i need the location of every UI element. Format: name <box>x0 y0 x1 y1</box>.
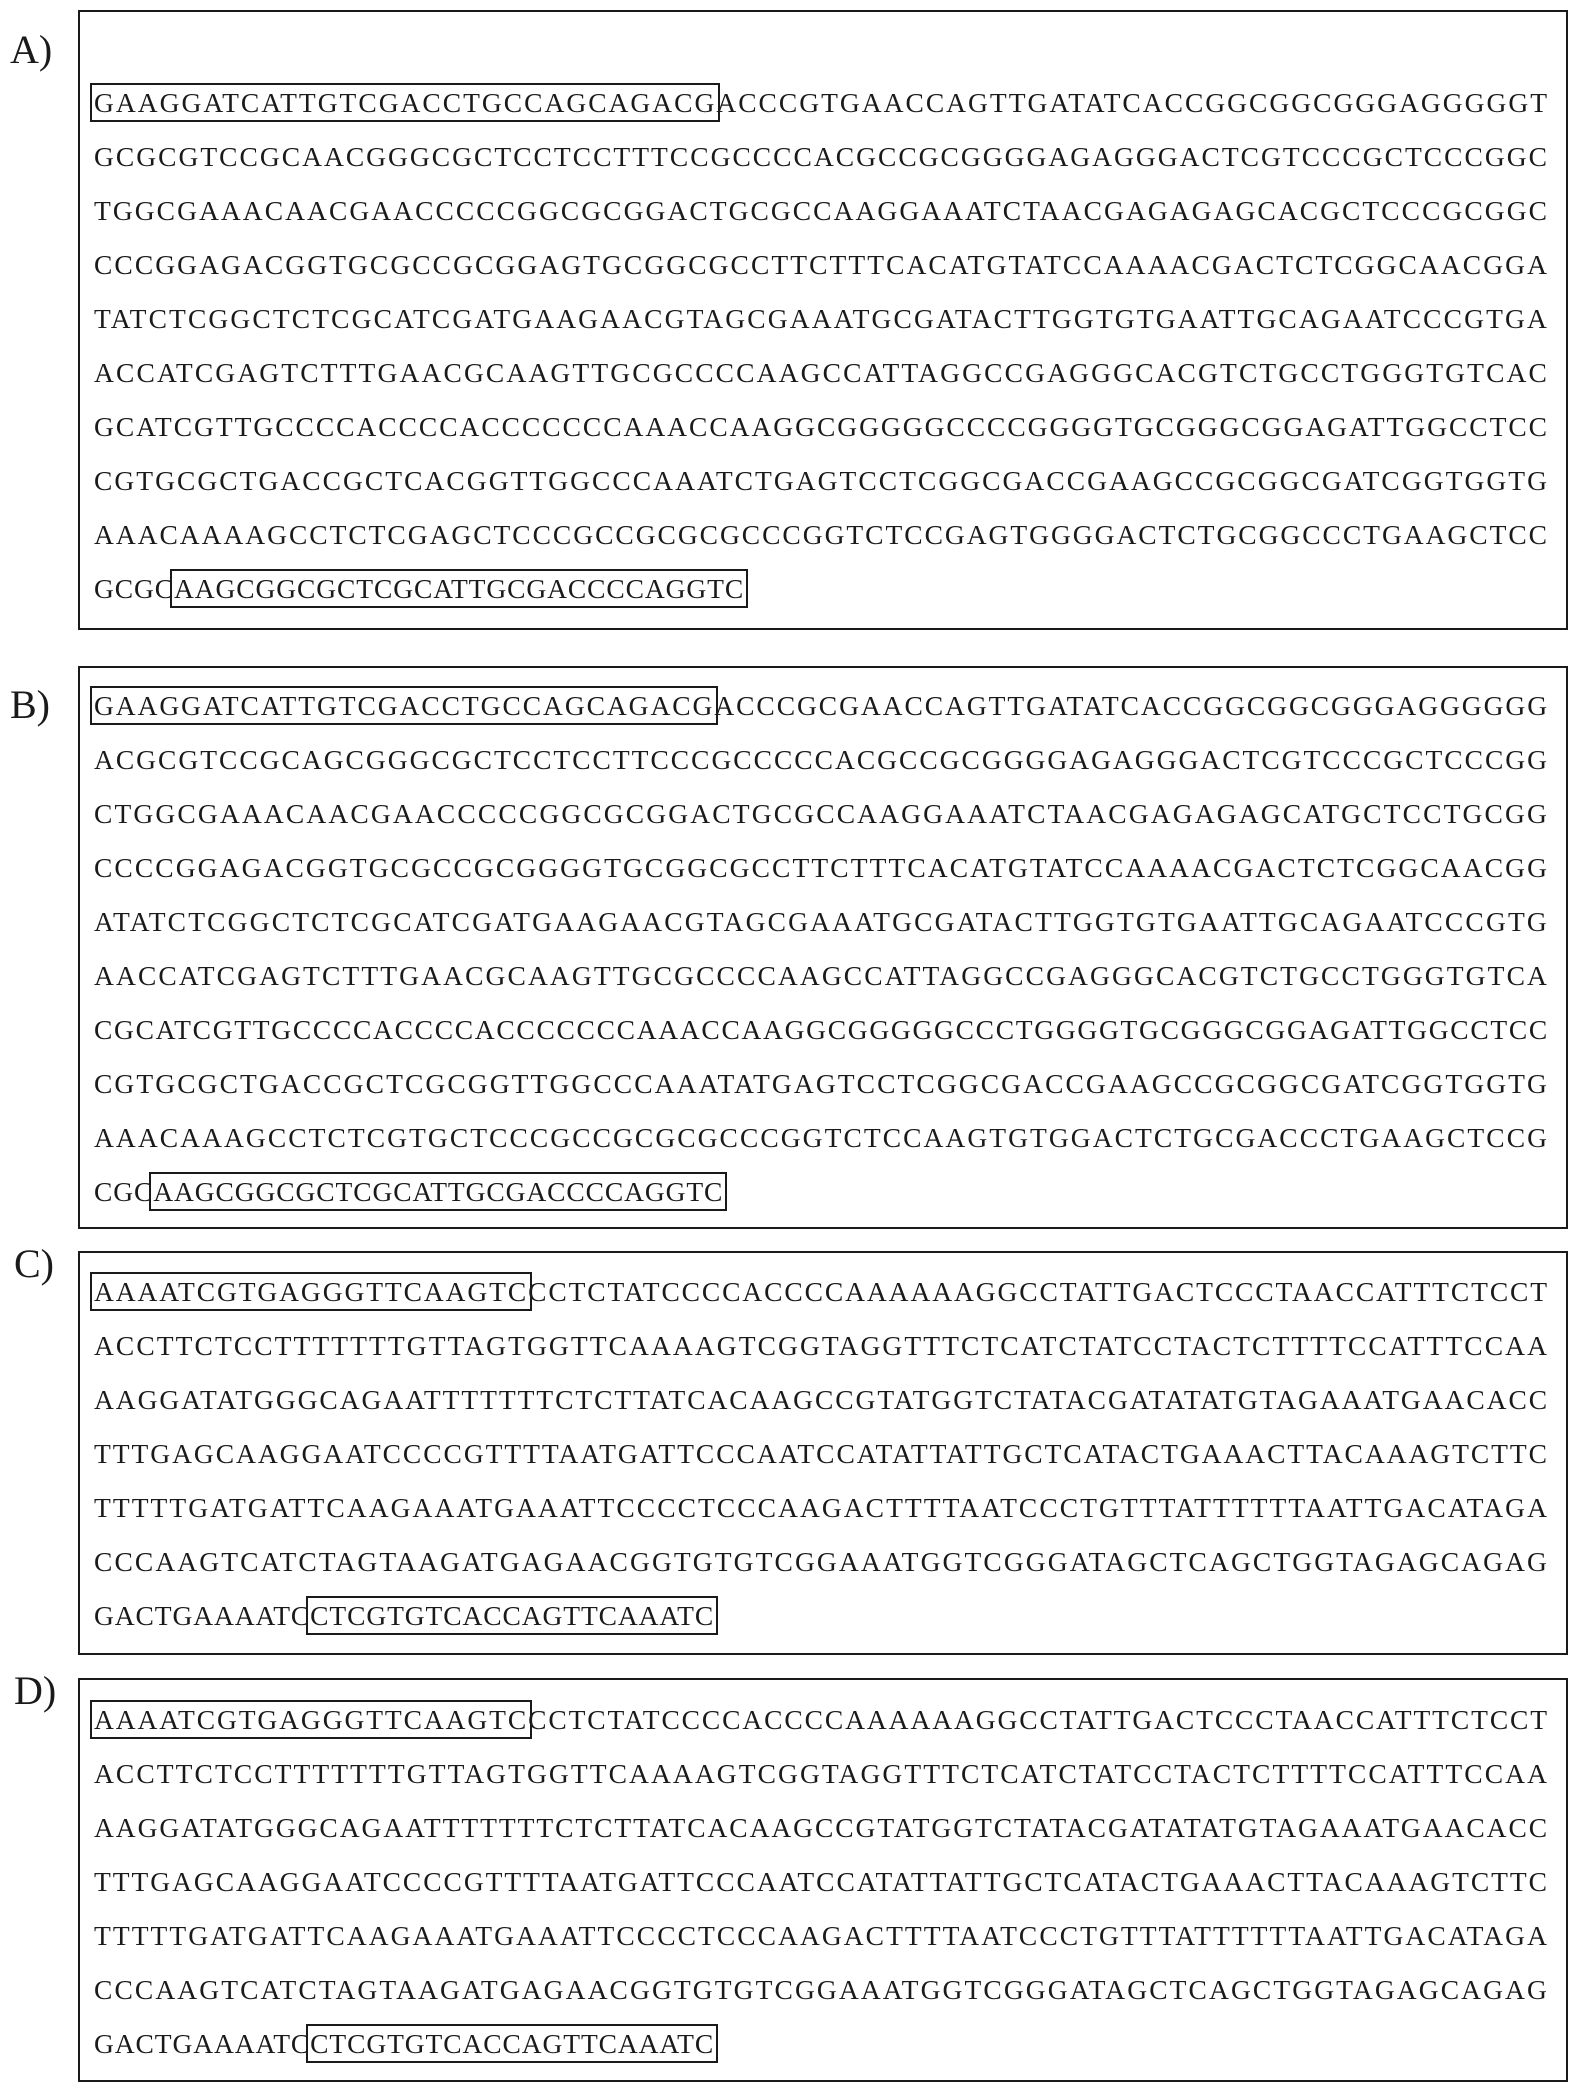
sequence-line <box>94 1382 1549 1418</box>
sequence-segment: TATCTCGGCTCTCGCATCGATGAAGAACGTAGCGAAATGCGATACTTGGTGTGAATTGCAGAATCCCGTGA <box>94 303 1549 334</box>
sequence-line <box>94 517 1549 553</box>
sequence-segment: AACCATCGAGTCTTTGAACGCAAGTTGCGCCCCAAGCCATTAGGCCGAGGGCACGTCTGCCTGGGTGTCA <box>94 960 1549 991</box>
sequence-line <box>94 688 1549 724</box>
primer-box: AAAATCGTGAGGGTTCAAGTC <box>94 1704 529 1735</box>
sequence-segment: AAGGATATGGGCAGAATTTTTTTCTCTTATCACAAGCCGTATGGTCTATACGATATATGTAGAAATGAACACC <box>94 1384 1550 1415</box>
sequence-segment: TGGCGAAACAACGAACCCCCGGCGCGGACTGCGCCAAGGAAATCTAACGAGAGAGCACGCTCCCGCGGC <box>94 195 1549 226</box>
sequence-segment: CGC <box>94 1176 154 1207</box>
sequence-segment: CCCCGGAGACGGTGCGCCGCGGGGTGCGGCGCCTTCTTTCACATGTATCCAAAACGACTCTCGGCAACGG <box>94 852 1550 883</box>
sequence-segment: CGTGCGCTGACCGCTCGCGGTTGGCCCAAATATGAGTCCTCGGCGACCGAAGCCGCGGCGATCGGTGGTG <box>94 1068 1550 1099</box>
sequence-line <box>94 958 1549 994</box>
sequence-line <box>94 850 1549 886</box>
primer-box: AAAATCGTGAGGGTTCAAGTC <box>94 1276 529 1307</box>
sequence-line <box>94 355 1549 391</box>
sequence-line <box>94 796 1549 832</box>
panel-label-b: B) <box>10 682 50 727</box>
sequence-line <box>94 1810 1549 1846</box>
sequence-line <box>94 571 744 607</box>
sequence-segment: CCCGGAGACGGTGCGCCGCGGAGTGCGGCGCCTTCTTTCACATGTATCCAAAACGACTCTCGGCAACGGA <box>94 249 1549 280</box>
sequence-segment: GCGCGTCCGCAACGGGCGCTCCTCCTTTCCGCCCCACGCCGCGGGGAGAGGGACTCGTCCCGCTCCCGGC <box>94 141 1549 172</box>
sequence-segment: CTGGCGAAACAACGAACCCCCGGCGCGGACTGCGCCAAGGAAATCTAACGAGAGAGCATGCTCCTGCGG <box>94 798 1550 829</box>
sequence-line <box>94 742 1549 778</box>
sequence-segment: ACCTTCTCCTTTTTTTGTTAGTGGTTCAAAAGTCGGTAGGTTTCTCATCTATCCTACTCTTTTCCATTTCCAA <box>94 1330 1550 1361</box>
sequence-line <box>94 1918 1549 1954</box>
primer-box: GAAGGATCATTGTCGACCTGCCAGCAGACG <box>94 690 715 721</box>
sequence-segment: ATATCTCGGCTCTCGCATCGATGAAGAACGTAGCGAAATGCGATACTTGGTGTGAATTGCAGAATCCCGTG <box>94 906 1549 937</box>
sequence-line <box>94 1328 1549 1364</box>
sequence-segment: AAACAAAGCCTCTCGTGCTCCCGCCGCGCGCCCGGTCTCCAAGTGTGGACTCTGCGACCCTGAAGCTCCG <box>94 1122 1550 1153</box>
sequence-line <box>94 2026 714 2062</box>
sequence-line <box>94 463 1549 499</box>
primer-box: CTCGTGTCACCAGTTCAAATC <box>310 1600 715 1631</box>
sequence-line <box>94 1012 1549 1048</box>
sequence-segment: CCTCTATCCCCACCCCAAAAAAGGCCTATTGACTCCCTAACCATTTCTCCT <box>528 1276 1550 1307</box>
sequence-line <box>94 139 1549 175</box>
sequence-line <box>94 1274 1549 1310</box>
sequence-line <box>94 1972 1549 2008</box>
sequence-segment: CGTGCGCTGACCGCTCACGGTTGGCCCAAATCTGAGTCCTCGGCGACCGAAGCCGCGGCGATCGGTGGTG <box>94 465 1549 496</box>
primer-box: AAGCGGCGCTCGCATTGCGACCCCAGGTC <box>153 1176 724 1207</box>
sequence-segment: CCCAAGTCATCTAGTAAGATGAGAACGGTGTGTCGGAAATGGTCGGGATAGCTCAGCTGGTAGAGCAGAG <box>94 1546 1549 1577</box>
panel-label-d: D) <box>14 1668 57 1713</box>
sequence-segment: ACCCGTGAACCAGTTGATATCACCGGCGGCGGGAGGGGGT <box>716 87 1550 118</box>
sequence-segment: GACTGAAAATC <box>94 2028 311 2059</box>
sequence-segment: AAACAAAAGCCTCTCGAGCTCCCGCCGCGCGCCCGGTCTCCGAGTGGGGACTCTGCGGCCCTGAAGCTCC <box>94 519 1549 550</box>
sequence-segment: GACTGAAAATC <box>94 1600 311 1631</box>
sequence-segment: TTTGAGCAAGGAATCCCCGTTTTAATGATTCCCAATCCATATTATTGCTCATACTGAAACTTACAAAGTCTTC <box>94 1866 1549 1897</box>
sequence-segment: AAGGATATGGGCAGAATTTTTTTCTCTTATCACAAGCCGTATGGTCTATACGATATATGTAGAAATGAACACC <box>94 1812 1550 1843</box>
primer-box: AAGCGGCGCTCGCATTGCGACCCCAGGTC <box>174 573 745 604</box>
panel-label-c: C) <box>14 1241 54 1286</box>
sequence-line <box>94 1490 1549 1526</box>
sequence-line <box>94 1066 1549 1102</box>
sequence-line <box>94 1864 1549 1900</box>
sequence-segment: CGCATCGTTGCCCCACCCCACCCCCCCAAACCAAGGCGGGGGCCCTGGGGTGCGGGCGGAGATTGGCCTCC <box>94 1014 1549 1045</box>
primer-box: CTCGTGTCACCAGTTCAAATC <box>310 2028 715 2059</box>
sequence-line <box>94 1120 1549 1156</box>
sequence-line <box>94 904 1549 940</box>
sequence-segment: CCCAAGTCATCTAGTAAGATGAGAACGGTGTGTCGGAAATGGTCGGGATAGCTCAGCTGGTAGAGCAGAG <box>94 1974 1549 2005</box>
sequence-segment: ACGCGTCCGCAGCGGGCGCTCCTCCTTCCCGCCCCCACGCCGCGGGGAGAGGGACTCGTCCCGCTCCCGG <box>94 744 1549 775</box>
primer-box: GAAGGATCATTGTCGACCTGCCAGCAGACG <box>94 87 717 118</box>
sequence-line <box>94 85 1549 121</box>
sequence-segment: ACCCGCGAACCAGTTGATATCACCGGCGGCGGGAGGGGGG <box>714 690 1549 721</box>
sequence-segment: CCTCTATCCCCACCCCAAAAAAGGCCTATTGACTCCCTAACCATTTCTCCT <box>528 1704 1550 1735</box>
sequence-line <box>94 1544 1549 1580</box>
sequence-segment: TTTGAGCAAGGAATCCCCGTTTTAATGATTCCCAATCCATATTATTGCTCATACTGAAACTTACAAAGTCTTC <box>94 1438 1549 1469</box>
sequence-segment: ACCATCGAGTCTTTGAACGCAAGTTGCGCCCCAAGCCATTAGGCCGAGGGCACGTCTGCCTGGGTGTCAC <box>94 357 1550 388</box>
sequence-line <box>94 1756 1549 1792</box>
sequence-line <box>94 1436 1549 1472</box>
sequence-line <box>94 193 1549 229</box>
sequence-segment: TTTTTGATGATTCAAGAAATGAAATTCCCCTCCCAAGACTTTTAATCCCTGTTTATTTTTTAATTGACATAGA <box>94 1920 1550 1951</box>
sequence-line <box>94 1174 723 1210</box>
sequence-segment: ACCTTCTCCTTTTTTTGTTAGTGGTTCAAAAGTCGGTAGGTTTCTCATCTATCCTACTCTTTTCCATTTCCAA <box>94 1758 1550 1789</box>
sequence-line <box>94 301 1549 337</box>
sequence-segment: GCATCGTTGCCCCACCCCACCCCCCCAAACCAAGGCGGGGGCCCCGGGGTGCGGGCGGAGATTGGCCTCC <box>94 411 1549 442</box>
sequence-segment: GCGC <box>94 573 175 604</box>
panel-label-a: A) <box>10 27 53 72</box>
sequence-line <box>94 247 1549 283</box>
sequence-line <box>94 409 1549 445</box>
sequence-segment: TTTTTGATGATTCAAGAAATGAAATTCCCCTCCCAAGACTTTTAATCCCTGTTTATTTTTTAATTGACATAGA <box>94 1492 1550 1523</box>
sequence-line <box>94 1702 1549 1738</box>
sequence-line <box>94 1598 714 1634</box>
